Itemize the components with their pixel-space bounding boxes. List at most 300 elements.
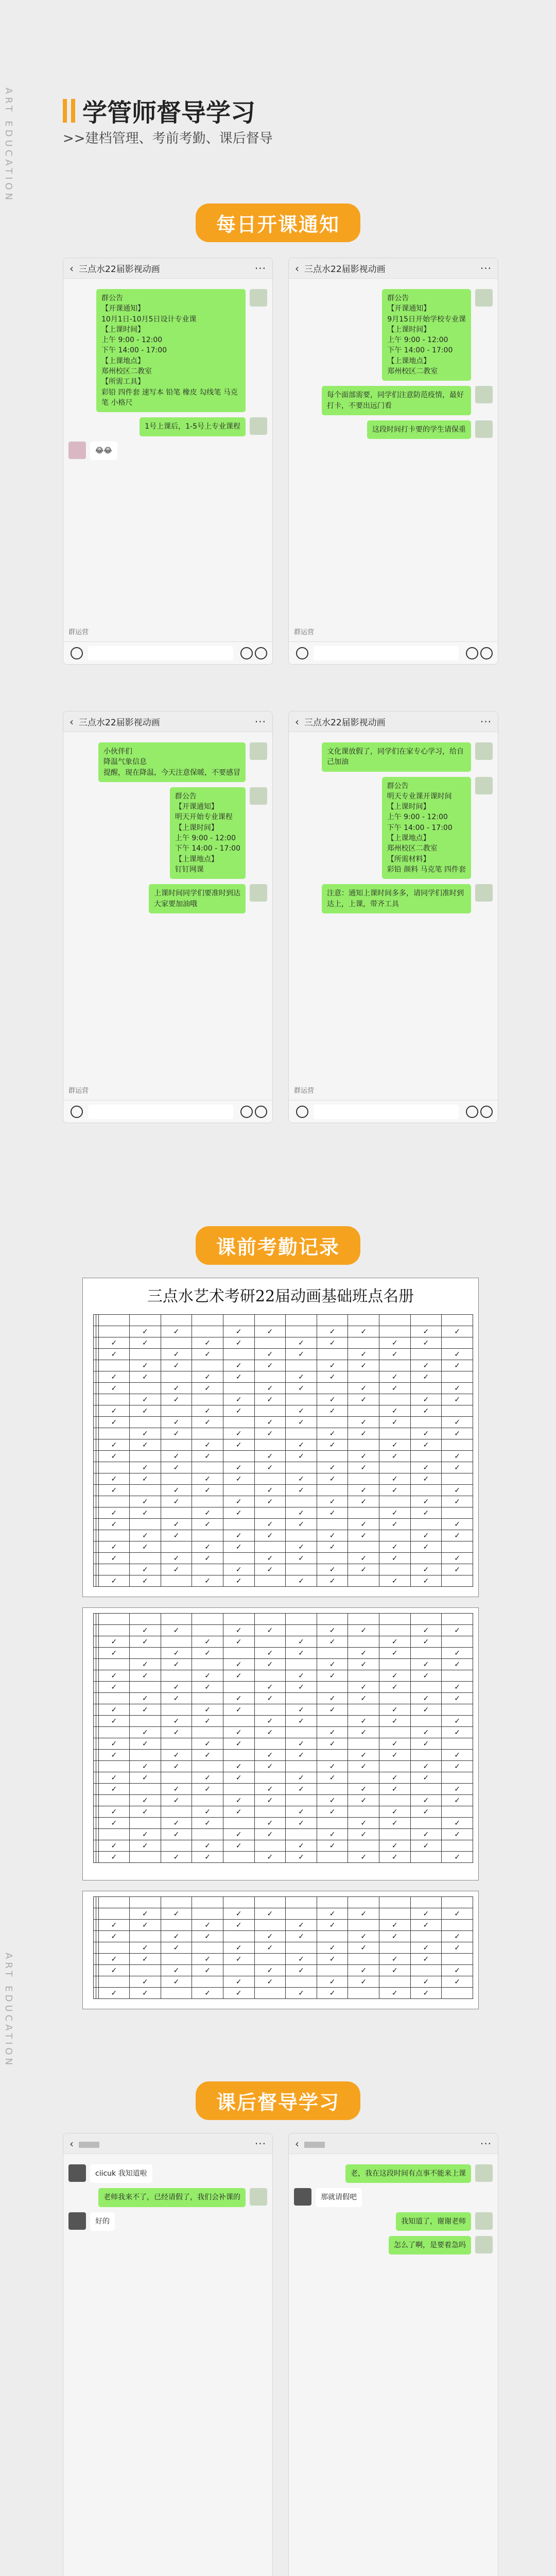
table-row xyxy=(94,1349,473,1360)
table-cell xyxy=(442,1670,473,1682)
table-cell xyxy=(161,1988,192,1999)
table-cell: ✓ xyxy=(286,1682,317,1693)
table-cell xyxy=(130,1417,161,1428)
voice-icon[interactable] xyxy=(296,647,308,659)
table-cell: ✓ xyxy=(130,1988,161,1999)
table-cell: ✓ xyxy=(348,1428,379,1439)
table-cell xyxy=(286,1496,317,1507)
table-row xyxy=(94,1682,473,1693)
chat-title: 三点水22届影视动画 xyxy=(304,264,386,275)
table-cell: ✓ xyxy=(130,1326,161,1337)
table-cell: ✓ xyxy=(379,1682,410,1693)
message-input[interactable] xyxy=(88,1105,233,1119)
table-row xyxy=(94,1784,473,1795)
table-row xyxy=(94,1738,473,1750)
table-row xyxy=(94,1716,473,1727)
table-cell xyxy=(130,1897,161,1908)
message-input[interactable] xyxy=(314,1105,459,1119)
table-cell: ✓ xyxy=(286,1670,317,1682)
table-cell xyxy=(379,1908,410,1920)
after-phone-1 xyxy=(63,2133,273,2576)
table-cell: ✓ xyxy=(286,1636,317,1648)
table-cell xyxy=(192,1326,223,1337)
table-cell: ✓ xyxy=(223,1738,254,1750)
table-cell xyxy=(192,1462,223,1473)
table-cell: ✓ xyxy=(286,1806,317,1818)
table-cell: ✓ xyxy=(379,1383,410,1394)
table-cell: ✓ xyxy=(98,1383,130,1394)
more-icon[interactable]: ··· xyxy=(254,262,266,275)
back-icon[interactable]: ‹ xyxy=(295,2137,299,2150)
table-cell: ✓ xyxy=(254,1931,286,1942)
table-cell xyxy=(317,1750,348,1761)
input-bar xyxy=(63,1100,272,1123)
table-cell: ✓ xyxy=(348,1519,379,1530)
table-cell xyxy=(223,1784,254,1795)
table-cell: ✓ xyxy=(130,1337,161,1349)
table-cell: ✓ xyxy=(254,1976,286,1988)
table-cell xyxy=(286,1530,317,1541)
table-cell: ✓ xyxy=(192,1553,223,1564)
table-cell xyxy=(223,1716,254,1727)
table-cell xyxy=(161,1920,192,1931)
table-cell xyxy=(223,1553,254,1564)
table-cell xyxy=(317,1818,348,1829)
table-cell: ✓ xyxy=(192,1954,223,1965)
table-cell: ✓ xyxy=(410,1337,442,1349)
table-cell xyxy=(410,1614,442,1625)
table-cell: ✓ xyxy=(442,1553,473,1564)
table-cell: ✓ xyxy=(410,1761,442,1772)
message xyxy=(68,884,267,913)
table-cell: ✓ xyxy=(223,1806,254,1818)
table-cell: ✓ xyxy=(317,1988,348,1999)
plus-icon[interactable] xyxy=(255,647,267,659)
table-cell xyxy=(442,1772,473,1784)
table-cell xyxy=(317,1852,348,1863)
table-cell xyxy=(254,1371,286,1383)
table-cell xyxy=(379,1614,410,1625)
table-cell: ✓ xyxy=(410,1727,442,1738)
table-cell xyxy=(348,1405,379,1417)
table-cell: ✓ xyxy=(410,1954,442,1965)
table-cell: ✓ xyxy=(192,1750,223,1761)
message xyxy=(294,2236,493,2255)
table-cell: ✓ xyxy=(348,1462,379,1473)
table-cell xyxy=(286,1795,317,1806)
redacted-name xyxy=(79,2142,99,2148)
table-cell xyxy=(98,1908,130,1920)
message-input[interactable] xyxy=(88,646,233,660)
table-cell: ✓ xyxy=(161,1693,192,1704)
table-cell xyxy=(192,1614,223,1625)
table-cell: ✓ xyxy=(130,1541,161,1553)
table-cell xyxy=(161,1806,192,1818)
table-cell: ✓ xyxy=(442,1417,473,1428)
table-cell xyxy=(223,1931,254,1942)
table-cell: ✓ xyxy=(98,1507,130,1519)
avatar xyxy=(68,2164,86,2182)
chat-titlebar xyxy=(289,258,498,279)
table-cell xyxy=(379,1394,410,1405)
message xyxy=(294,2188,493,2207)
table-cell: ✓ xyxy=(410,1920,442,1931)
message xyxy=(294,742,493,772)
table-cell xyxy=(379,1496,410,1507)
table-cell xyxy=(317,1417,348,1428)
table-cell: ✓ xyxy=(130,1428,161,1439)
table-cell: ✓ xyxy=(98,1750,130,1761)
message-input[interactable] xyxy=(314,646,459,660)
table-cell: ✓ xyxy=(286,1371,317,1383)
avatar xyxy=(475,2236,493,2253)
table-cell: ✓ xyxy=(192,1507,223,1519)
table-cell xyxy=(192,1625,223,1636)
more-icon[interactable]: ··· xyxy=(254,715,266,728)
table-cell: ✓ xyxy=(410,1806,442,1818)
back-icon[interactable]: ‹ xyxy=(70,262,74,275)
table-cell xyxy=(223,1614,254,1625)
table-cell xyxy=(348,1614,379,1625)
table-cell xyxy=(192,1394,223,1405)
table-cell: ✓ xyxy=(348,1530,379,1541)
table-cell: ✓ xyxy=(442,1659,473,1670)
table-cell: ✓ xyxy=(286,1716,317,1727)
voice-icon[interactable] xyxy=(71,1106,83,1118)
avatar xyxy=(250,787,267,805)
table-cell: ✓ xyxy=(254,1553,286,1564)
message-bubble: 老师我来不了，已经请假了，我们会补课的 xyxy=(98,2188,246,2207)
table-cell xyxy=(161,1405,192,1417)
table-cell: ✓ xyxy=(130,1840,161,1852)
table-row xyxy=(94,1553,473,1564)
table-cell: ✓ xyxy=(379,1840,410,1852)
back-icon[interactable]: ‹ xyxy=(295,716,299,728)
table-cell: ✓ xyxy=(442,1519,473,1530)
table-row xyxy=(94,1750,473,1761)
table-cell: ✓ xyxy=(442,1818,473,1829)
table-row xyxy=(94,1614,473,1625)
chat-area xyxy=(289,732,498,924)
table-cell xyxy=(379,1829,410,1840)
table-cell xyxy=(98,1727,130,1738)
table-cell: ✓ xyxy=(161,1530,192,1541)
table-cell: ✓ xyxy=(410,1625,442,1636)
table-cell: ✓ xyxy=(161,1383,192,1394)
message-bubble: 1号上课后，1-5号上专业课程 xyxy=(140,417,246,436)
table-row xyxy=(94,1451,473,1462)
table-cell: ✓ xyxy=(192,1648,223,1659)
voice-icon[interactable] xyxy=(296,1106,308,1118)
more-icon[interactable]: ··· xyxy=(480,2137,492,2150)
table-row xyxy=(94,1530,473,1541)
table-cell: ✓ xyxy=(317,1507,348,1519)
table-cell xyxy=(379,1428,410,1439)
more-icon[interactable]: ··· xyxy=(480,715,492,728)
message xyxy=(294,289,493,381)
table-cell xyxy=(442,1954,473,1965)
table-row xyxy=(94,1541,473,1553)
message-bubble: ciicuk 我知道啦 xyxy=(90,2164,152,2183)
table-cell: ✓ xyxy=(130,1439,161,1451)
table-cell: ✓ xyxy=(192,1704,223,1716)
table-cell: ✓ xyxy=(223,1772,254,1784)
table-cell: ✓ xyxy=(192,1784,223,1795)
table-cell: ✓ xyxy=(254,1485,286,1496)
table-cell xyxy=(223,1852,254,1863)
table-cell: ✓ xyxy=(286,1988,317,1999)
chat-area xyxy=(289,2154,498,2265)
table-cell: ✓ xyxy=(254,1908,286,1920)
table-cell: ✓ xyxy=(286,1750,317,1761)
table-cell xyxy=(98,1942,130,1954)
more-icon[interactable]: ··· xyxy=(480,262,492,275)
table-cell xyxy=(98,1530,130,1541)
more-icon[interactable]: ··· xyxy=(254,2137,266,2150)
table-cell xyxy=(161,1439,192,1451)
table-cell: ✓ xyxy=(192,1451,223,1462)
table-cell: ✓ xyxy=(130,1636,161,1648)
table-cell xyxy=(348,1840,379,1852)
plus-icon[interactable] xyxy=(480,1106,493,1118)
table-cell: ✓ xyxy=(192,1716,223,1727)
emoji-icon[interactable] xyxy=(240,647,253,659)
table-cell xyxy=(317,1965,348,1976)
table-cell xyxy=(161,1670,192,1682)
table-cell xyxy=(192,1530,223,1541)
table-cell: ✓ xyxy=(98,1920,130,1931)
table-cell: ✓ xyxy=(317,1920,348,1931)
table-cell xyxy=(442,1371,473,1383)
table-cell: ✓ xyxy=(442,1784,473,1795)
table-cell: ✓ xyxy=(410,1507,442,1519)
table-cell: ✓ xyxy=(98,1349,130,1360)
table-cell: ✓ xyxy=(98,1371,130,1383)
table-cell: ✓ xyxy=(317,1976,348,1988)
emoji-icon[interactable] xyxy=(466,647,478,659)
table-cell xyxy=(161,1636,192,1648)
table-row xyxy=(94,1507,473,1519)
table-cell xyxy=(410,1931,442,1942)
table-cell xyxy=(317,1553,348,1564)
table-cell xyxy=(348,1772,379,1784)
table-cell: ✓ xyxy=(410,1530,442,1541)
message-bubble: 群公告 明天专业课开课时间 【上课时间】 上午 9:00 - 12:00 下午 14:00 - 17:00 【上课地点】 郑州校区二教室 【所需材料】 彩铅 颜料 马克笔 四件套 xyxy=(382,777,471,879)
table-cell: ✓ xyxy=(442,1976,473,1988)
table-cell: ✓ xyxy=(130,1507,161,1519)
table-cell xyxy=(410,1852,442,1863)
table-row xyxy=(94,1965,473,1976)
table-cell xyxy=(317,1519,348,1530)
table-cell: ✓ xyxy=(130,1394,161,1405)
table-cell: ✓ xyxy=(130,1942,161,1954)
table-cell: ✓ xyxy=(410,1462,442,1473)
table-cell xyxy=(286,1462,317,1473)
table-cell: ✓ xyxy=(286,1473,317,1485)
table-cell: ✓ xyxy=(161,1349,192,1360)
table-cell xyxy=(130,1648,161,1659)
table-row xyxy=(94,1383,473,1394)
table-cell: ✓ xyxy=(348,1417,379,1428)
table-cell xyxy=(161,1897,192,1908)
table-cell xyxy=(379,1462,410,1473)
table-cell: ✓ xyxy=(379,1439,410,1451)
table-cell: ✓ xyxy=(317,1659,348,1670)
table-cell: ✓ xyxy=(286,1954,317,1965)
table-row xyxy=(94,1908,473,1920)
table-cell xyxy=(130,1519,161,1530)
table-cell: ✓ xyxy=(192,1738,223,1750)
table-cell: ✓ xyxy=(286,1648,317,1659)
table-row xyxy=(94,1462,473,1473)
table-cell xyxy=(379,1897,410,1908)
message xyxy=(294,777,493,879)
table-cell: ✓ xyxy=(161,1394,192,1405)
table-cell xyxy=(254,1670,286,1682)
table-row xyxy=(94,1394,473,1405)
table-cell: ✓ xyxy=(317,1473,348,1485)
table-cell: ✓ xyxy=(348,1682,379,1693)
back-icon[interactable]: ‹ xyxy=(295,262,299,275)
back-icon[interactable]: ‹ xyxy=(70,2137,74,2150)
table-cell xyxy=(410,1750,442,1761)
table-cell: ✓ xyxy=(410,1693,442,1704)
table-row xyxy=(94,1519,473,1530)
message xyxy=(294,2212,493,2231)
avatar xyxy=(475,386,493,403)
voice-icon[interactable] xyxy=(71,647,83,659)
table-cell xyxy=(192,1564,223,1575)
table-cell: ✓ xyxy=(317,1405,348,1417)
table-cell: ✓ xyxy=(223,1530,254,1541)
table-cell xyxy=(98,1462,130,1473)
table-cell: ✓ xyxy=(130,1462,161,1473)
table-cell: ✓ xyxy=(223,1988,254,1999)
table-cell: ✓ xyxy=(98,1337,130,1349)
table-cell: ✓ xyxy=(348,1727,379,1738)
table-cell xyxy=(442,1988,473,1999)
table-cell: ✓ xyxy=(254,1829,286,1840)
table-cell xyxy=(410,1897,442,1908)
table-cell xyxy=(223,1451,254,1462)
table-cell: ✓ xyxy=(192,1383,223,1394)
table-cell xyxy=(410,1682,442,1693)
table-cell: ✓ xyxy=(98,1806,130,1818)
message-bubble: 😂😂 xyxy=(90,442,117,460)
emoji-icon[interactable] xyxy=(466,1106,478,1118)
table-cell: ✓ xyxy=(192,1519,223,1530)
table-cell xyxy=(286,1625,317,1636)
table-cell xyxy=(161,1473,192,1485)
table-cell: ✓ xyxy=(410,1829,442,1840)
table-cell: ✓ xyxy=(442,1462,473,1473)
table-cell: ✓ xyxy=(192,1931,223,1942)
table-cell: ✓ xyxy=(254,1942,286,1954)
table-cell: ✓ xyxy=(161,1625,192,1636)
message xyxy=(294,884,493,913)
table-cell: ✓ xyxy=(130,1575,161,1587)
table-cell: ✓ xyxy=(410,1428,442,1439)
table-cell: ✓ xyxy=(130,1954,161,1965)
table-cell xyxy=(286,1428,317,1439)
table-cell: ✓ xyxy=(130,1738,161,1750)
table-row xyxy=(94,1670,473,1682)
chat-area xyxy=(63,2154,272,2241)
table-row xyxy=(94,1648,473,1659)
page-title-text: 学管师督导学习 xyxy=(82,98,256,127)
table-cell: ✓ xyxy=(379,1954,410,1965)
table-cell xyxy=(161,1738,192,1750)
table-cell: ✓ xyxy=(410,1564,442,1575)
table-cell xyxy=(317,1931,348,1942)
table-cell xyxy=(223,1315,254,1326)
table-cell xyxy=(442,1405,473,1417)
table-cell: ✓ xyxy=(98,1485,130,1496)
table-row xyxy=(94,1988,473,1999)
table-row xyxy=(94,1920,473,1931)
table-cell xyxy=(410,1965,442,1976)
table-cell: ✓ xyxy=(410,1636,442,1648)
table-cell: ✓ xyxy=(223,1942,254,1954)
table-cell: ✓ xyxy=(317,1530,348,1541)
table-cell: ✓ xyxy=(286,1738,317,1750)
table-cell: ✓ xyxy=(223,1840,254,1852)
message-bubble: 怎么了啊，是要着急吗 xyxy=(389,2236,471,2255)
table-cell: ✓ xyxy=(98,1575,130,1587)
table-cell: ✓ xyxy=(98,1519,130,1530)
table-cell: ✓ xyxy=(379,1349,410,1360)
table-cell xyxy=(130,1451,161,1462)
table-cell: ✓ xyxy=(348,1965,379,1976)
table-cell: ✓ xyxy=(161,1417,192,1428)
table-cell xyxy=(317,1897,348,1908)
table-cell: ✓ xyxy=(98,1439,130,1451)
chat-title: 三点水22届影视动画 xyxy=(79,718,160,728)
table-cell xyxy=(254,1840,286,1852)
accent-bar-icon xyxy=(63,99,67,123)
page-subtitle: >>建档管理、考前考勤、课后督导 xyxy=(63,131,273,146)
table-cell: ✓ xyxy=(348,1976,379,1988)
table-cell: ✓ xyxy=(410,1659,442,1670)
table-cell: ✓ xyxy=(130,1795,161,1806)
back-icon[interactable]: ‹ xyxy=(70,716,74,728)
input-bar xyxy=(289,1100,498,1123)
table-cell: ✓ xyxy=(442,1383,473,1394)
table-cell xyxy=(442,1920,473,1931)
table-cell: ✓ xyxy=(442,1394,473,1405)
table-cell xyxy=(410,1485,442,1496)
table-cell xyxy=(130,1852,161,1863)
table-cell: ✓ xyxy=(130,1670,161,1682)
table-cell xyxy=(317,1383,348,1394)
table-cell: ✓ xyxy=(223,1659,254,1670)
plus-icon[interactable] xyxy=(255,1106,267,1118)
emoji-icon[interactable] xyxy=(240,1106,253,1118)
table-cell: ✓ xyxy=(223,1727,254,1738)
table-cell xyxy=(192,1727,223,1738)
plus-icon[interactable] xyxy=(480,647,493,659)
table-cell xyxy=(254,1920,286,1931)
table-cell xyxy=(442,1738,473,1750)
table-cell: ✓ xyxy=(442,1965,473,1976)
table-cell: ✓ xyxy=(410,1360,442,1371)
avatar xyxy=(475,884,493,902)
table-cell xyxy=(286,1564,317,1575)
member-tag: 群运营 xyxy=(68,629,89,636)
message xyxy=(294,386,493,415)
table-cell xyxy=(317,1716,348,1727)
table-cell xyxy=(379,1976,410,1988)
